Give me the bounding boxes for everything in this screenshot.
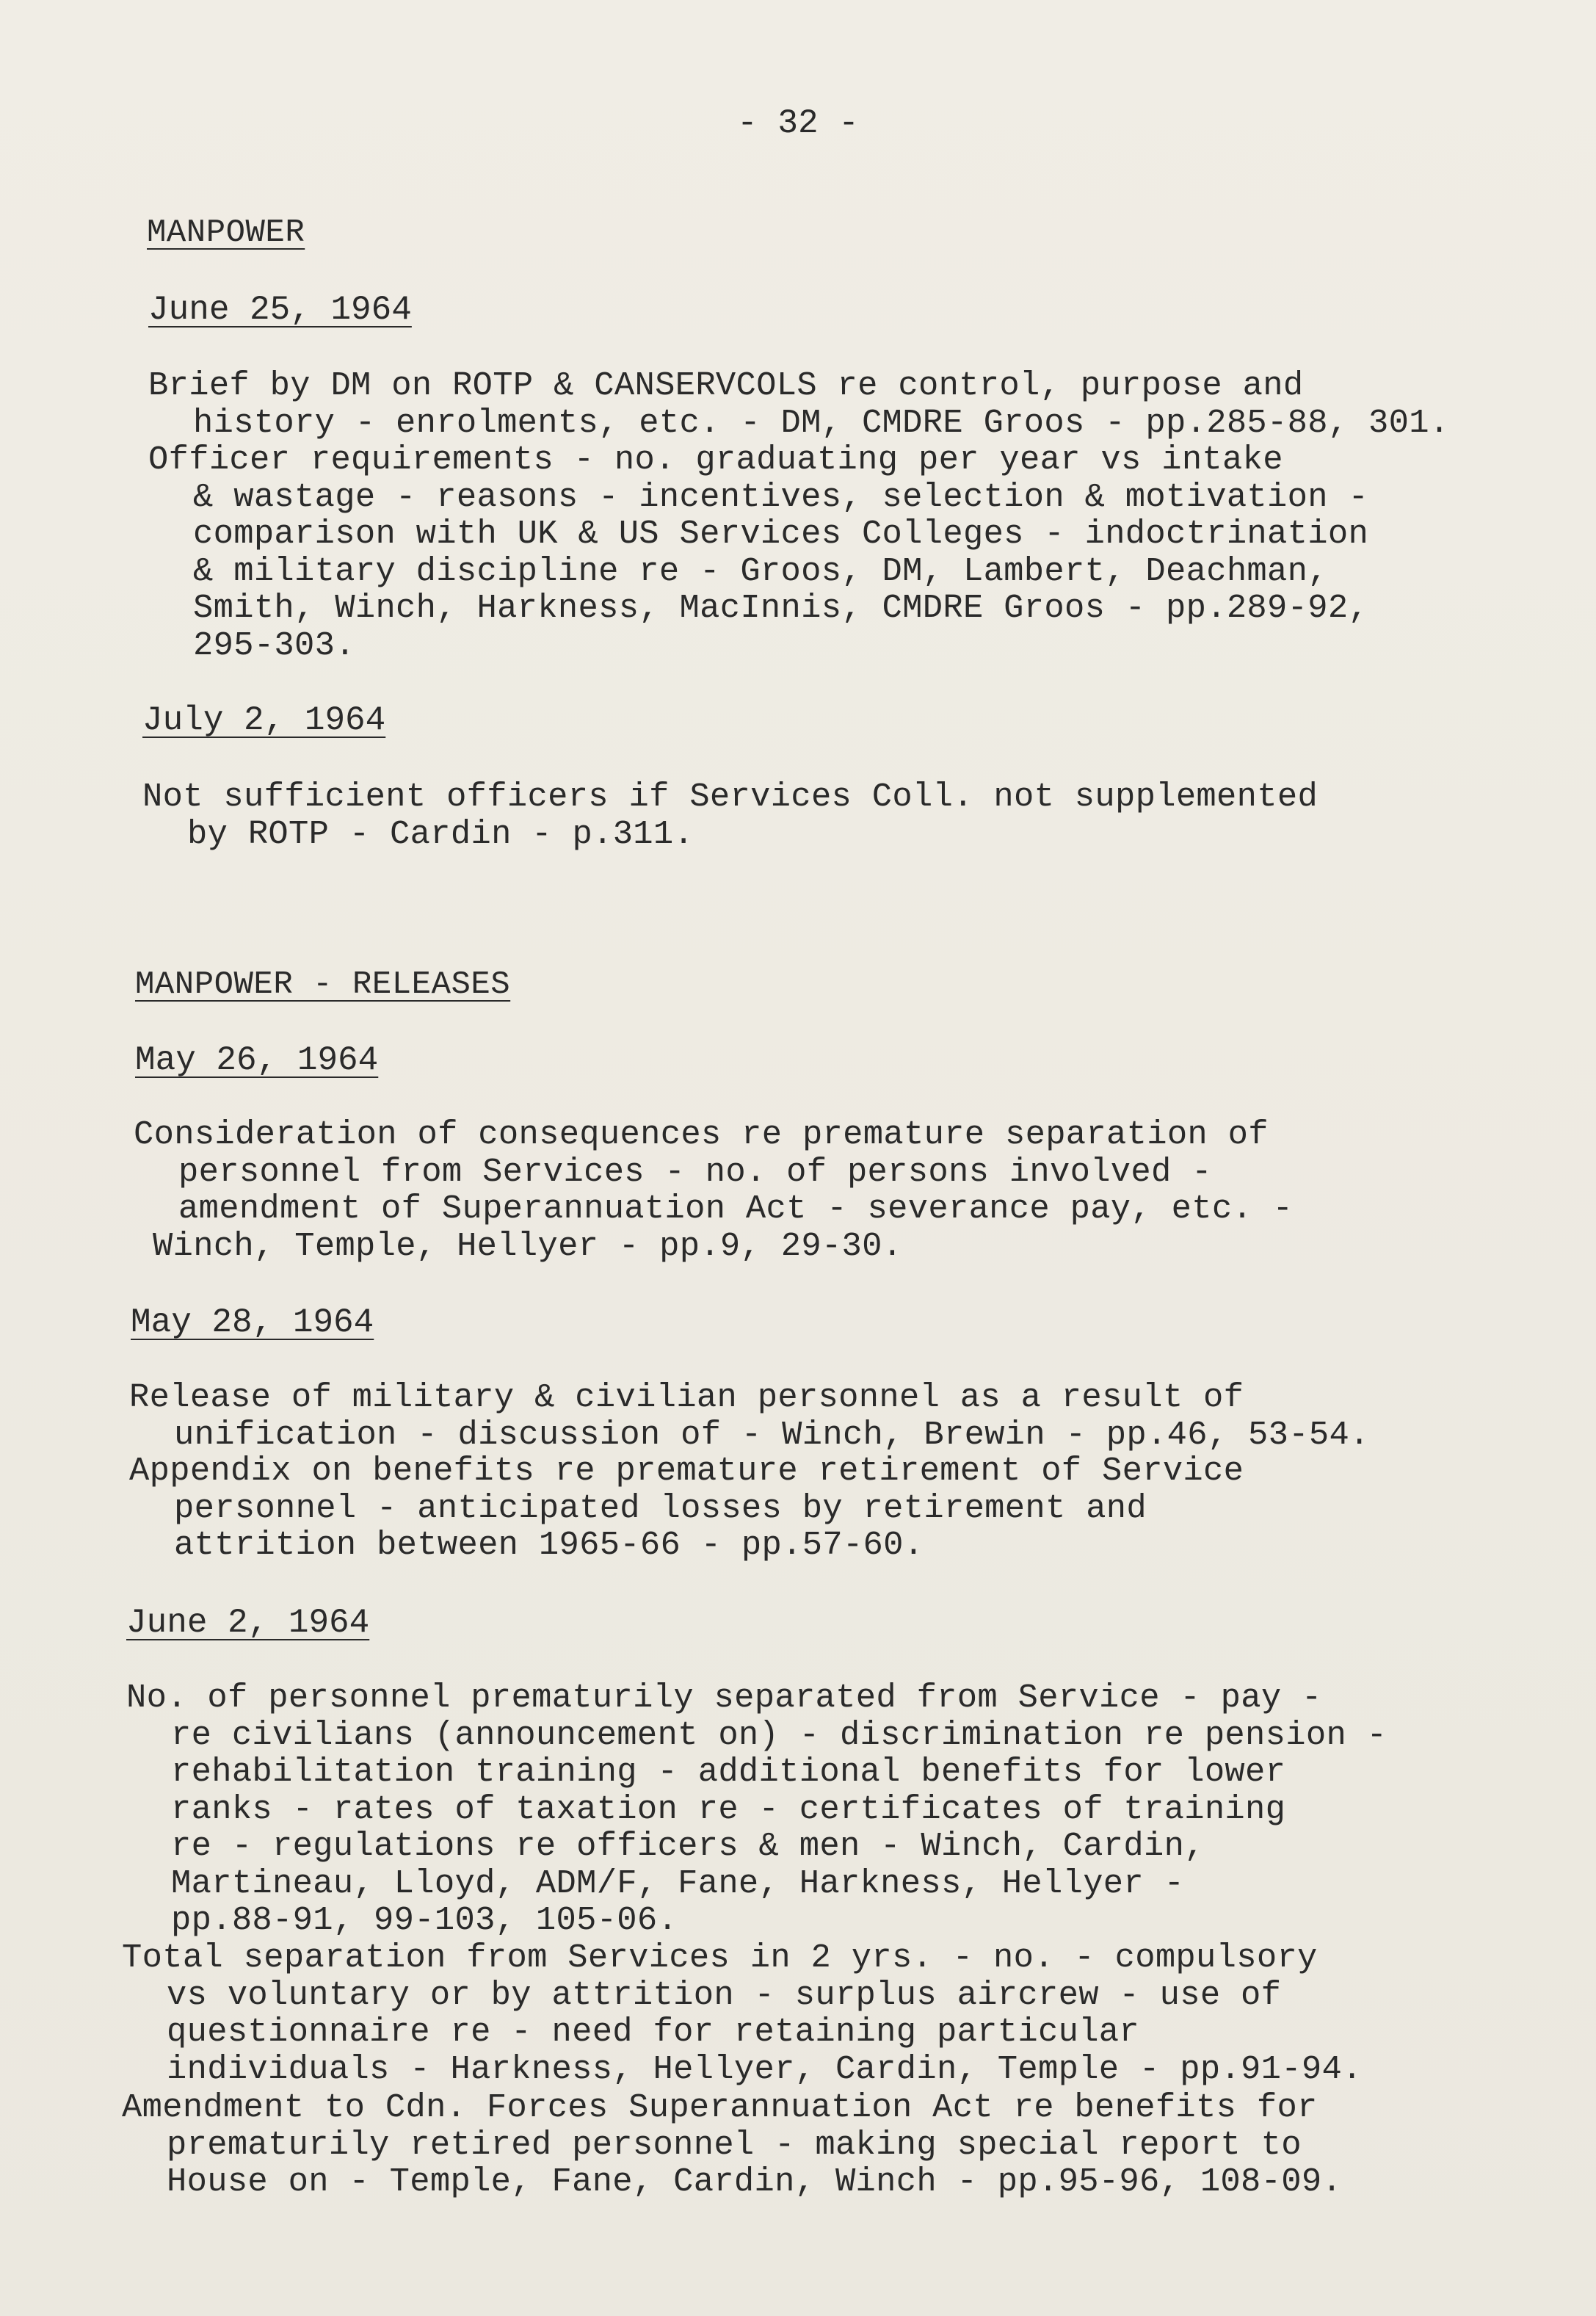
entry-line: re civilians (announcement on) - discrimination re pension -: [171, 1715, 1388, 1754]
index-entry: [122, 1939, 1363, 2088]
index-entry: [142, 778, 1318, 853]
index-entry: [126, 1679, 1387, 1939]
index-entry: [134, 1116, 1293, 1264]
entry-line: unification - discussion of - Winch, Brewin - pp.46, 53-54.: [174, 1415, 1370, 1454]
date-heading: May 28, 1964: [131, 1303, 374, 1342]
entry-line: attrition between 1965-66 - pp.57-60.: [174, 1526, 924, 1564]
entry-line: Release of military & civilian personnel as a result of: [129, 1378, 1244, 1416]
index-entry: [148, 441, 1368, 664]
index-entry: [122, 2089, 1342, 2201]
entry-line: rehabilitation training - additional benefits for lower: [171, 1753, 1286, 1791]
entry-line: & wastage - reasons - incentives, selection & motivation -: [193, 477, 1369, 516]
entry-line: individuals - Harkness, Hellyer, Cardin, Temple - pp.91-94.: [167, 2049, 1363, 2088]
index-entry: [129, 1452, 1244, 1564]
date-heading: May 26, 1964: [135, 1041, 379, 1079]
date-heading: June 2, 1964: [126, 1604, 370, 1642]
entry-line: House on - Temple, Fane, Cardin, Winch - pp.95-96, 108-09.: [167, 2163, 1343, 2201]
entry-line: Total separation from Services in 2 yrs. - no. - compulsory: [122, 1939, 1318, 1977]
entry-line: questionnaire re - need for retaining particular: [167, 2013, 1140, 2051]
date-heading: July 2, 1964: [142, 701, 386, 739]
section-heading-manpower: MANPOWER: [147, 214, 305, 251]
entry-line: Appendix on benefits re premature retirement of Service: [129, 1452, 1244, 1490]
entry-line: Not sufficient officers if Services Coll. not supplemented: [142, 778, 1318, 816]
index-entry: [148, 367, 1449, 441]
entry-line: 295-303.: [193, 626, 355, 665]
index-entry: [129, 1379, 1370, 1453]
entry-line: Martineau, Lloyd, ADM/F, Fane, Harkness, Hellyer -: [171, 1864, 1185, 1903]
entry-line: re - regulations re officers & men - Winch, Cardin,: [171, 1827, 1205, 1865]
entry-line: Consideration of consequences re premature separation of: [134, 1115, 1269, 1154]
section-heading-manpower-releases: MANPOWER - RELEASES: [135, 966, 511, 1003]
entry-line: Amendment to Cdn. Forces Superannuation Act re benefits for: [122, 2088, 1318, 2127]
entry-line: personnel - anticipated losses by retirement and: [174, 1488, 1147, 1527]
entry-line: personnel from Services - no. of persons involved -: [178, 1152, 1212, 1191]
entry-line: Smith, Winch, Harkness, MacInnis, CMDRE Groos - pp.289-92,: [193, 589, 1369, 627]
entry-line: by ROTP - Cardin - p.311.: [187, 814, 694, 853]
entry-line: comparison with UK & US Services Colleges - indoctrination: [193, 515, 1369, 553]
entry-line: Brief by DM on ROTP & CANSERVCOLS re control, purpose and: [148, 366, 1304, 405]
page-number: - 32 -: [737, 104, 859, 142]
date-heading: June 25, 1964: [148, 291, 412, 329]
entry-line: & military discipline re - Groos, DM, Lambert, Deachman,: [193, 551, 1328, 590]
entry-line: history - enrolments, etc. - DM, CMDRE Groos - pp.285-88, 301.: [193, 403, 1450, 442]
entry-line: amendment of Superannuation Act - severance pay, etc. -: [178, 1190, 1294, 1228]
entry-line: pp.88-91, 99-103, 105-06.: [171, 1901, 678, 1939]
entry-line: vs voluntary or by attrition - surplus aircrew - use of: [167, 1975, 1282, 2014]
entry-line: prematurily retired personnel - making special report to: [167, 2125, 1302, 2164]
entry-line: ranks - rates of taxation re - certificates of training: [171, 1790, 1286, 1828]
entry-line: No. of personnel prematurily separated from Service - pay -: [126, 1679, 1322, 1717]
entry-line: Officer requirements - no. graduating per year vs intake: [148, 441, 1283, 479]
entry-line: Winch, Temple, Hellyer - pp.9, 29-30.: [153, 1226, 903, 1265]
